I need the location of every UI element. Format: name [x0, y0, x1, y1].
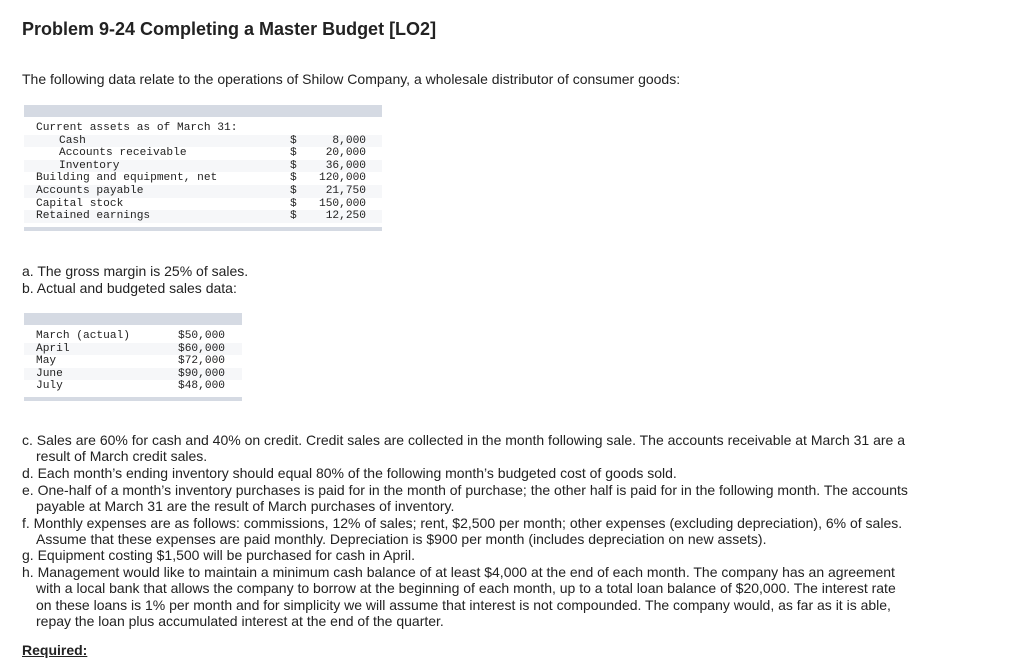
table-row: [24, 160, 382, 173]
currency-symbol: $: [290, 197, 297, 210]
list-item: c. Sales are 60% for cash and 40% on credit. Credit sales are collected in the month following sale. The accounts receivable at March 31 are a result of March credit sales.: [22, 432, 905, 465]
balance-table: [24, 105, 382, 231]
row-label: Retained earnings: [36, 210, 151, 223]
balance-header: Current assets as of March 31:: [36, 122, 238, 134]
row-amount: 12,250: [325, 210, 366, 223]
currency-symbol: $: [290, 172, 297, 185]
month-label: March (actual): [36, 330, 130, 342]
row-label: Inventory: [59, 159, 120, 172]
row-amount: 21,750: [325, 184, 366, 197]
list-item: d. Each month’s ending inventory should equal 80% of the following month’s budgeted cost of goods sold.: [22, 464, 677, 481]
row-amount: 150,000: [319, 197, 366, 210]
table-row: [24, 135, 382, 148]
table-row: [24, 330, 242, 343]
currency-symbol: $: [290, 147, 297, 160]
table-row: [24, 147, 382, 160]
list-item: f. Monthly expenses are as follows: commissions, 12% of sales; rent, $2,500 per month; other expenses (excluding depreciation), 6% of sales. Assume that these expenses are paid monthly. Depreciation is $900 per month (includes depreciation on new assets).: [22, 514, 903, 547]
required-heading: Required:: [22, 642, 88, 658]
month-label: May: [36, 355, 57, 368]
month-label: July: [36, 380, 63, 393]
item-b: b. Actual and budgeted sales data:: [22, 280, 237, 296]
sales-amount: $60,000: [178, 342, 225, 355]
intro-text: The following data relate to the operations of Shilow Company, a wholesale distributor of consumer goods:: [22, 71, 681, 87]
item-a: a. The gross margin is 25% of sales.: [22, 263, 249, 279]
list-item: g. Equipment costing $1,500 will be purchased for cash in April.: [22, 547, 416, 564]
table-row: [24, 172, 382, 185]
month-label: June: [36, 367, 63, 380]
currency-symbol: $: [290, 134, 297, 147]
table-row: [24, 122, 382, 135]
row-amount: 20,000: [325, 147, 366, 160]
sales-amount: $50,000: [178, 330, 225, 342]
sales-table: [24, 313, 242, 401]
list-item: h. Management would like to maintain a minimum cash balance of at least $4,000 at the end of each month. The company has an agreement with a local bank that allows the company to borrow at the beginning of each month, up to a total loan balance of $20,000. The interest rate on these loans is 1% per month and for simplicity we will assume that interest is not compounded. The company would, as far as it is able, repay the loan plus accumulated interest at the end of the quarter.: [22, 564, 896, 629]
row-label: Accounts payable: [36, 184, 144, 197]
page-title: Problem 9-24 Completing a Master Budget [LO2]: [22, 19, 437, 39]
row-amount: 36,000: [325, 159, 366, 172]
table-row: [24, 185, 382, 198]
row-label: Capital stock: [36, 197, 124, 210]
sales-amount: $90,000: [178, 367, 225, 380]
sales-amount: $72,000: [178, 355, 225, 368]
table-row: [24, 198, 382, 211]
assumptions-list: [22, 432, 912, 629]
table-row: [24, 380, 242, 393]
table-row: [24, 210, 382, 223]
table-row: [24, 355, 242, 368]
list-item: e. One-half of a month’s inventory purchases is paid for in the month of purchase; the other half is paid for in the following month. The accounts payable at March 31 are the result of March purchases of inventory.: [22, 481, 908, 514]
sales-amount: $48,000: [178, 380, 225, 393]
table-row: [24, 343, 242, 356]
row-label: Building and equipment, net: [36, 172, 218, 185]
row-label: Accounts receivable: [59, 147, 187, 160]
month-label: April: [36, 342, 70, 355]
row-amount: 120,000: [319, 172, 366, 185]
currency-symbol: $: [290, 210, 297, 223]
currency-symbol: $: [290, 159, 297, 172]
table-row: [24, 368, 242, 381]
row-amount: 8,000: [332, 134, 366, 147]
currency-symbol: $: [290, 184, 297, 197]
row-label: Cash: [59, 134, 86, 147]
